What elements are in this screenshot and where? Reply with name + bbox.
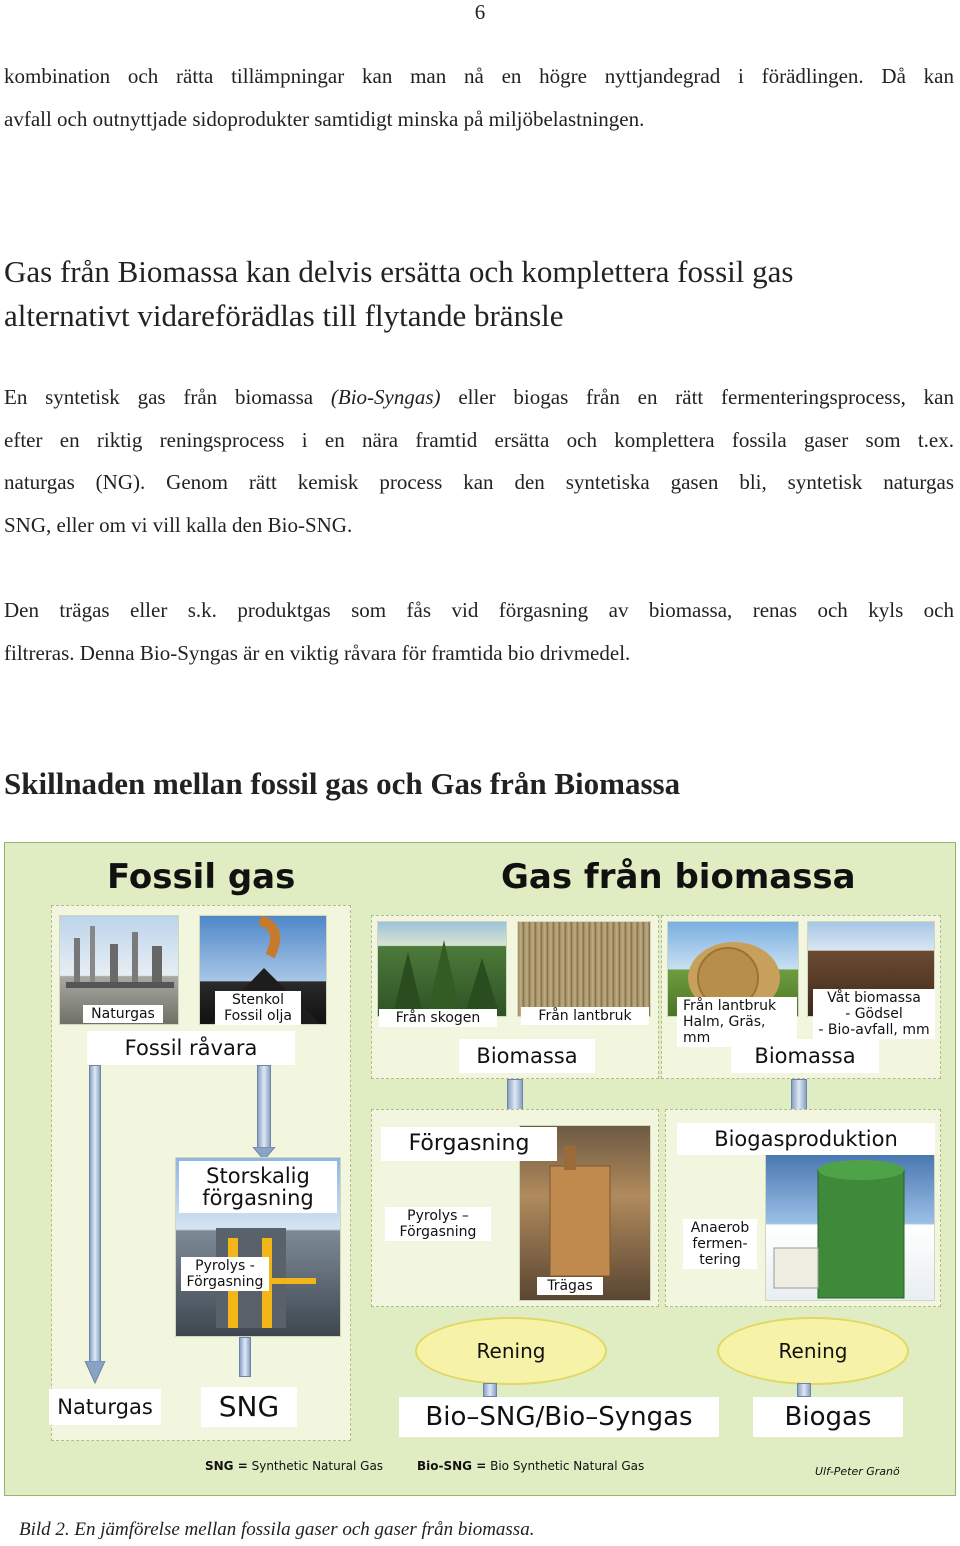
label-pyrolys-left: Pyrolys - bbox=[195, 1258, 255, 1274]
para2-line-1: Den trägas eller s.k. produktgas som fås vid förgasning av biomassa, renas och kyls och bbox=[4, 598, 954, 622]
heading-skillnaden: Skillnaden mellan fossil gas och Gas från Biomassa bbox=[4, 766, 681, 801]
pipe-rening-right bbox=[797, 1383, 811, 1397]
label-fran-skogen: Från skogen bbox=[379, 1009, 497, 1027]
footnote-bio-sng-term: Bio-SNG = bbox=[417, 1459, 487, 1473]
forest-illustration bbox=[378, 922, 507, 1017]
label-halm-gras: Halm, Gräs, mm bbox=[683, 1014, 766, 1046]
label-bio-sng-syngas: Bio–SNG/Bio–Syngas bbox=[399, 1397, 719, 1437]
paragraph-tragas bbox=[4, 589, 954, 674]
heading-line-2: alternativt vidareförädlas till flytande bränsle bbox=[4, 298, 564, 333]
label-fermen: fermen- bbox=[692, 1236, 748, 1252]
pipe-storskalig bbox=[257, 1065, 271, 1151]
fran-lantbruk-image bbox=[517, 921, 651, 1017]
page-number: 6 bbox=[474, 0, 486, 24]
label-biogas: Biogas bbox=[753, 1397, 903, 1437]
label-tragas: Trägas bbox=[537, 1277, 603, 1295]
rening-right-ellipse: Rening bbox=[717, 1317, 909, 1385]
figure-title-gas-fran-biomassa: Gas från biomassa bbox=[501, 857, 856, 897]
para1-line-1 bbox=[4, 376, 954, 419]
arrow-down-icon bbox=[83, 1361, 107, 1385]
intro-line-1: kombination och rätta tillämpningar kan man nå en högre nyttjandegrad i förädlingen. Då kan bbox=[4, 64, 954, 88]
label-bio-avfall: - Bio-avfall, mm bbox=[818, 1022, 930, 1038]
label-fran-lantbruk: Från lantbruk bbox=[521, 1007, 649, 1025]
label-biogasproduktion: Biogasproduktion bbox=[677, 1123, 935, 1155]
label-tering: tering bbox=[699, 1252, 741, 1268]
label-fossil-olja: Fossil olja bbox=[224, 1008, 292, 1024]
pipe-biomassa-left bbox=[507, 1079, 523, 1113]
intro-paragraph bbox=[4, 55, 954, 140]
label-storskalig-forgasning bbox=[179, 1161, 337, 1213]
heading-gas-fran-biomassa bbox=[4, 250, 793, 338]
rening-left-ellipse: Rening bbox=[415, 1317, 607, 1385]
label-naturgas-source: Naturgas bbox=[83, 1005, 163, 1023]
label-sng: SNG bbox=[201, 1387, 297, 1427]
pipe-rening-left bbox=[483, 1383, 497, 1397]
bio-syngas-term: (Bio-Syngas) bbox=[330, 385, 441, 409]
label-anaerob: Anaerob bbox=[690, 1220, 750, 1236]
paragraph-syntetisk-gas bbox=[4, 376, 954, 546]
label-vat-biomassa bbox=[813, 989, 935, 1039]
footnote-bio-sng-definition: Bio Synthetic Natural Gas bbox=[490, 1459, 645, 1473]
figure-title-fossil-gas: Fossil gas bbox=[107, 857, 296, 897]
label-fossil-ravara: Fossil råvara bbox=[87, 1031, 295, 1065]
footnote-sng-term: SNG = bbox=[205, 1459, 248, 1473]
figure-author: Ulf-Peter Granö bbox=[815, 1465, 900, 1478]
label-pyrolys-forgasning-right bbox=[385, 1207, 491, 1241]
label-pyrolys-forgasning-left bbox=[181, 1257, 269, 1291]
pipe-sng bbox=[239, 1337, 251, 1377]
label-pyrolys-right: Pyrolys – bbox=[407, 1208, 469, 1224]
para1-line-2: efter en riktig reningsprocess i en nära framtid ersätta och komplettera fossila gaser som t.ex. bbox=[4, 427, 954, 452]
label-storskalig: Storskalig bbox=[206, 1164, 310, 1188]
label-vat-biomassa-1: Våt biomassa bbox=[827, 990, 921, 1006]
para1-line-4: SNG, eller om vi vill kalla den Bio-SNG. bbox=[4, 512, 353, 537]
label-biomassa-left: Biomassa bbox=[459, 1039, 595, 1073]
fran-skogen-image bbox=[377, 921, 507, 1017]
para2-line-2: filtreras. Denna Bio-Syngas är en viktig råvara för framtida bio drivmedel. bbox=[4, 640, 631, 665]
label-stenkol-olja bbox=[215, 991, 301, 1025]
label-godsel: - Gödsel bbox=[845, 1006, 903, 1022]
pipe-biomassa-right bbox=[791, 1079, 807, 1113]
label-biomassa-right: Biomassa bbox=[731, 1039, 879, 1073]
para1-line-1-pre: En syntetisk gas från biomassa bbox=[4, 385, 331, 409]
comparison-figure bbox=[4, 842, 956, 1496]
label-fran-lantbruk-2: Från lantbruk bbox=[683, 998, 777, 1014]
label-forgasning: Förgasning bbox=[381, 1127, 557, 1161]
label-forgasning-left-2: Förgasning bbox=[186, 1274, 264, 1290]
footnote-sng-definition: Synthetic Natural Gas bbox=[251, 1459, 384, 1473]
para1-line-3: naturgas (NG). Genom rätt kemisk process kan den syntetiska gasen bli, syntetisk naturgas bbox=[4, 470, 954, 494]
footnote-sng bbox=[205, 1459, 383, 1473]
label-stenkol: Stenkol bbox=[232, 992, 284, 1008]
label-forgasning-right: Förgasning bbox=[399, 1224, 477, 1240]
pipe-naturgas bbox=[89, 1065, 101, 1365]
label-naturgas-output: Naturgas bbox=[49, 1389, 161, 1425]
footnote-bio-sng bbox=[417, 1459, 644, 1473]
heading-line-1: Gas från Biomassa kan delvis ersätta och komplettera fossil gas bbox=[4, 254, 794, 289]
para1-line-1-post: eller biogas från en rätt fermenteringsprocess, kan bbox=[440, 385, 954, 409]
biogas-tank-illustration bbox=[766, 1130, 935, 1301]
label-anaerob-fermentering bbox=[683, 1219, 757, 1269]
label-forgasning-left: förgasning bbox=[202, 1186, 314, 1210]
figure-caption: Bild 2. En jämförelse mellan fossila gaser och gaser från biomassa. bbox=[19, 1519, 535, 1540]
intro-line-2: avfall och outnyttjade sidoprodukter samtidigt minska på miljöbelastningen. bbox=[4, 106, 645, 131]
